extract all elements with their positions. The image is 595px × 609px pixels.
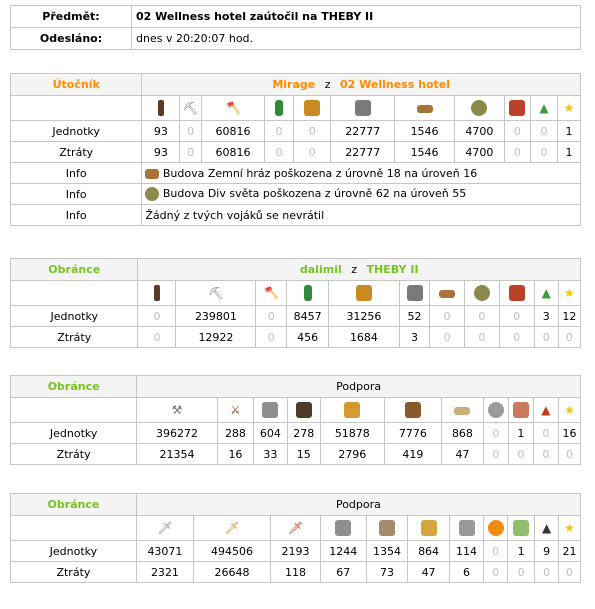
defender-role: Obránce — [11, 259, 138, 281]
units-label: Jednotky — [11, 306, 138, 327]
info-label: Info — [11, 205, 142, 226]
axe-icon: 🪓 — [256, 281, 287, 306]
boot-icon — [287, 281, 329, 306]
catapult-icon — [465, 281, 500, 306]
catapult-icon — [483, 398, 508, 423]
dwarf-icon — [508, 398, 533, 423]
loss-count: 1684 — [329, 327, 400, 348]
info-text: Žádný z tvých vojáků se nevrátil — [142, 205, 581, 226]
unit-count: 22777 — [331, 121, 395, 142]
attacker-from-sep: z — [324, 78, 331, 91]
defender-from-sep: z — [351, 263, 358, 276]
boot-icon — [264, 96, 293, 121]
paladin-icon — [504, 96, 530, 121]
wonder-building-icon — [145, 187, 159, 201]
horse-head-icon — [329, 281, 400, 306]
catapult-icon — [454, 96, 504, 121]
unit-count: 288 — [217, 423, 254, 444]
unit-count: 0 — [533, 423, 558, 444]
unit-count: 31256 — [329, 306, 400, 327]
hammer-icon: ⚒ — [137, 398, 217, 423]
loss-count: 0 — [294, 142, 331, 163]
horse-head-icon — [294, 96, 331, 121]
mace-icon — [142, 96, 180, 121]
info-row — [11, 163, 581, 184]
pickaxe-icon: ⛏ — [176, 281, 256, 306]
sword-icon: ⚔ — [217, 398, 254, 423]
support-units-row — [11, 423, 581, 444]
loss-count: 93 — [142, 142, 180, 163]
attacker-icon-row — [11, 96, 581, 121]
unit-count: 93 — [142, 121, 180, 142]
info-label: Info — [11, 163, 142, 184]
noble-hat-icon: ▲ — [530, 96, 557, 121]
loss-count: 118 — [271, 562, 321, 583]
loss-count: 73 — [366, 562, 408, 583]
loss-count: 0 — [559, 562, 581, 583]
attacker-player-link[interactable]: Mirage — [272, 78, 316, 91]
horse-gold-icon — [320, 398, 384, 423]
info-row — [11, 184, 581, 205]
loss-count: 0 — [430, 327, 465, 348]
support-icon-row — [11, 398, 581, 423]
unit-count: 0 — [294, 121, 331, 142]
unit-count: 60816 — [202, 121, 265, 142]
loss-count: 0 — [484, 562, 508, 583]
loss-count: 4700 — [454, 142, 504, 163]
unit-count: 0 — [465, 306, 500, 327]
loss-count: 22777 — [331, 142, 395, 163]
paladin-icon — [499, 281, 534, 306]
support-role: Obránce — [11, 376, 137, 398]
defender-losses-row — [11, 327, 581, 348]
sent-label: Odesláno: — [11, 28, 132, 50]
fireball-icon — [484, 516, 508, 541]
unit-count: 16 — [558, 423, 580, 444]
wall-building-icon — [145, 169, 159, 179]
subject-label: Předmět: — [11, 6, 132, 28]
unit-count: 0 — [264, 121, 293, 142]
witch-hat-icon: ▲ — [535, 516, 559, 541]
loss-count: 0 — [508, 562, 535, 583]
loss-count: 60816 — [202, 142, 265, 163]
unit-count: 0 — [138, 306, 176, 327]
unit-count: 7776 — [384, 423, 441, 444]
loss-count: 0 — [499, 327, 534, 348]
loss-count: 0 — [533, 444, 558, 465]
defender-units-row — [11, 306, 581, 327]
unit-count: 8457 — [287, 306, 329, 327]
info-row — [11, 205, 581, 226]
unit-count: 0 — [483, 423, 508, 444]
attacker-town-link[interactable]: 02 Wellness hotel — [340, 78, 450, 91]
horse-tan-icon — [366, 516, 408, 541]
unit-count: 43071 — [136, 541, 193, 562]
unit-count: 494506 — [194, 541, 271, 562]
star-icon: ★ — [558, 398, 580, 423]
unit-count: 0 — [180, 121, 202, 142]
unit-count: 0 — [499, 306, 534, 327]
horse-grey-icon — [320, 516, 366, 541]
loss-count: 16 — [217, 444, 254, 465]
loss-count: 12922 — [176, 327, 256, 348]
loss-count: 47 — [408, 562, 450, 583]
defender-player-link[interactable]: dalimil — [299, 263, 342, 276]
gauntlet-icon — [449, 516, 483, 541]
star-icon: ★ — [559, 516, 581, 541]
unit-count: 864 — [408, 541, 450, 562]
loss-count: 21354 — [137, 444, 217, 465]
loss-count: 0 — [138, 327, 176, 348]
horse-brown-icon — [384, 398, 441, 423]
unit-count: 278 — [287, 423, 320, 444]
unit-count: 51878 — [320, 423, 384, 444]
ram-icon — [442, 398, 484, 423]
loss-count: 0 — [508, 444, 533, 465]
noble-hat-icon: ▲ — [534, 281, 558, 306]
loss-count: 26648 — [194, 562, 271, 583]
horse-gold-icon — [408, 516, 450, 541]
support-losses-row — [11, 444, 581, 465]
info-label: Info — [11, 184, 142, 205]
defender-town-link[interactable]: THEBY II — [366, 263, 419, 276]
attacker-role: Útočník — [11, 74, 142, 96]
pickaxe-icon: ⛏ — [180, 96, 202, 121]
ram-log-icon — [430, 281, 465, 306]
support-units-row — [11, 541, 581, 562]
unit-count: 1354 — [366, 541, 408, 562]
loss-count: 0 — [504, 142, 530, 163]
unit-count: 4700 — [454, 121, 504, 142]
unit-count: 9 — [535, 541, 559, 562]
attacker-units-row — [11, 121, 581, 142]
losses-label: Ztráty — [11, 327, 138, 348]
loss-count: 1 — [558, 142, 581, 163]
attacker-losses-row — [11, 142, 581, 163]
subject-value: 02 Wellness hotel zaútočil na THEBY II — [132, 6, 581, 28]
mace-icon — [138, 281, 176, 306]
loss-count: 0 — [530, 142, 557, 163]
attacker-table — [10, 73, 581, 226]
support-role: Obránce — [11, 494, 137, 516]
loss-count: 6 — [449, 562, 483, 583]
knight-helm-icon — [399, 281, 430, 306]
axe-icon: 🪓 — [202, 96, 265, 121]
unit-count: 1546 — [395, 121, 455, 142]
loss-count: 0 — [264, 142, 293, 163]
info-text: Budova Div světa poškozena z úrovně 62 na úroveň 55 — [162, 187, 467, 200]
unit-count: 1 — [508, 423, 533, 444]
knight-helm-icon — [331, 96, 395, 121]
units-label: Jednotky — [11, 121, 142, 142]
unit-count: 868 — [442, 423, 484, 444]
unit-count: 12 — [558, 306, 580, 327]
loss-count: 1546 — [395, 142, 455, 163]
sent-value: dnes v 20:20:07 hod. — [132, 28, 581, 50]
loss-count: 0 — [534, 327, 558, 348]
losses-label: Ztráty — [11, 562, 137, 583]
horse-grey-icon — [254, 398, 287, 423]
unit-count: 0 — [530, 121, 557, 142]
star-icon: ★ — [558, 281, 580, 306]
loss-count: 0 — [180, 142, 202, 163]
info-text: Budova Zemní hráz poškozena z úrovně 18 na úroveň 16 — [162, 166, 478, 180]
unit-count: 396272 — [137, 423, 217, 444]
support-icon-row — [11, 516, 581, 541]
ram-log-icon — [395, 96, 455, 121]
unit-count: 1 — [558, 121, 581, 142]
unit-count: 52 — [399, 306, 430, 327]
unit-count: 2193 — [271, 541, 321, 562]
loss-count: 0 — [256, 327, 287, 348]
unit-count: 0 — [484, 541, 508, 562]
unit-count: 3 — [534, 306, 558, 327]
loss-count: 67 — [320, 562, 366, 583]
loss-count: 0 — [483, 444, 508, 465]
loss-count: 33 — [254, 444, 287, 465]
elf-icon — [508, 516, 535, 541]
defender-table — [10, 258, 581, 348]
loss-count: 15 — [287, 444, 320, 465]
loss-count: 0 — [558, 444, 580, 465]
units-label: Jednotky — [11, 541, 137, 562]
loss-count: 0 — [535, 562, 559, 583]
support-losses-row — [11, 562, 581, 583]
loss-count: 419 — [384, 444, 441, 465]
unit-count: 0 — [256, 306, 287, 327]
unit-count: 1244 — [320, 541, 366, 562]
unit-count: 1 — [508, 541, 535, 562]
losses-label: Ztráty — [11, 142, 142, 163]
unit-count: 21 — [559, 541, 581, 562]
units-label: Jednotky — [11, 423, 137, 444]
unit-count: 604 — [254, 423, 287, 444]
support-table-1 — [10, 375, 581, 465]
unit-count: 239801 — [176, 306, 256, 327]
losses-label: Ztráty — [11, 444, 137, 465]
sword-silver-icon: 🗡 — [136, 516, 193, 541]
horse-dark-icon — [287, 398, 320, 423]
defender-icon-row — [11, 281, 581, 306]
loss-count: 2321 — [136, 562, 193, 583]
support-table-2 — [10, 493, 581, 583]
loss-count: 0 — [558, 327, 580, 348]
loss-count: 47 — [442, 444, 484, 465]
unit-count: 0 — [430, 306, 465, 327]
unit-count: 0 — [504, 121, 530, 142]
loss-count: 0 — [465, 327, 500, 348]
unit-count: 114 — [449, 541, 483, 562]
message-header — [10, 5, 581, 50]
support-title: Podpora — [136, 494, 580, 516]
mage-hat-red-icon: ▲ — [533, 398, 558, 423]
loss-count: 456 — [287, 327, 329, 348]
sword-red-icon: 🗡 — [271, 516, 321, 541]
loss-count: 3 — [399, 327, 430, 348]
star-icon: ★ — [558, 96, 581, 121]
loss-count: 2796 — [320, 444, 384, 465]
support-title: Podpora — [137, 376, 581, 398]
sword-gold-icon: 🗡 — [194, 516, 271, 541]
